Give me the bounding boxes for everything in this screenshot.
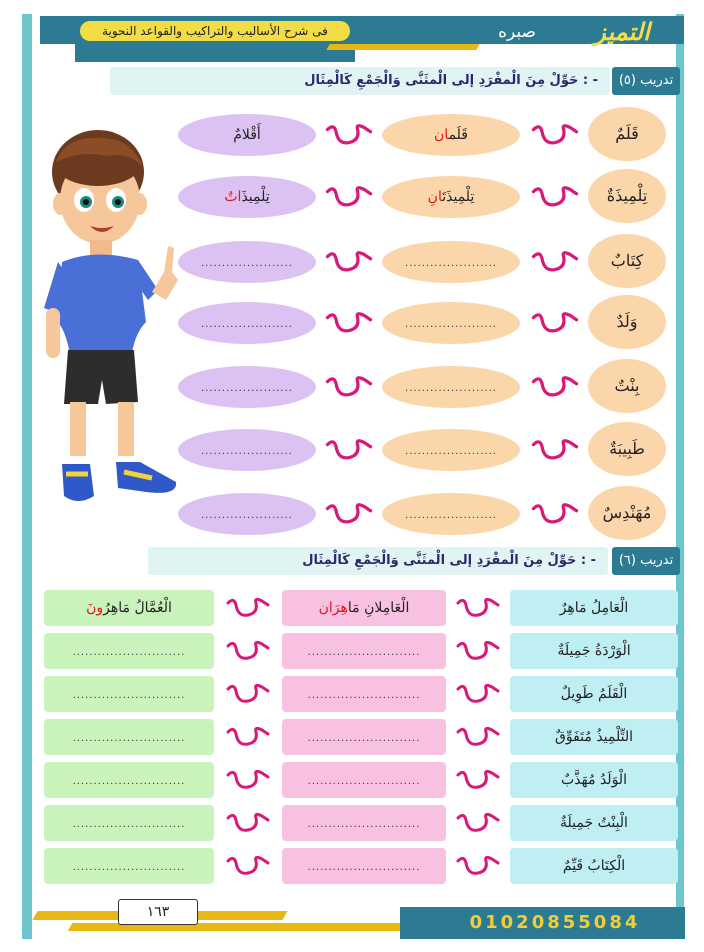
header-under-bar [75,42,355,62]
plural-stem: أَقْلامٌ [233,127,261,143]
exercise5-tag: تدريب (٥) [612,67,680,95]
left-border [22,14,32,939]
squiggle-arrow-icon [528,121,582,149]
dual-stem: تِلْمِيذَتَ [442,189,475,205]
dual-oval[interactable] [382,429,520,471]
dual-blank: ........................... [307,733,421,744]
dual-box[interactable] [282,719,446,755]
singular-word: كِتَابٌ [610,251,644,270]
singular-sentence: التِّلْمِيذُ مُتَفَوِّقٌ [554,729,634,745]
dual-oval [382,176,520,218]
squiggle-arrow-icon [222,767,274,793]
singular-word: تِلْمِيذَةٌ [606,186,648,205]
dual-suffix: هِرَان [318,600,348,616]
dual-blank: ........................... [307,776,421,787]
singular-oval [588,486,666,540]
singular-word: قَلَمٌ [615,124,639,143]
singular-word: بِنْتٌ [614,376,640,395]
squiggle-arrow-icon [452,681,504,707]
dual-blank: ...................... [405,383,497,394]
plural-oval[interactable] [178,429,316,471]
plural-blank: ........................... [72,819,186,830]
plural-blank: ........................... [72,733,186,744]
singular-box [510,676,678,712]
right-border [676,14,684,939]
exercise6-instruction: حَوِّلْ مِنَ الْمفْرَدِ إلى الْمثَنَّى وَالْجَمْعِ كَالْمِثَال : - [148,547,608,575]
singular-sentence: الْوَرْدَةُ جَمِيلَةٌ [557,643,631,659]
plural-box[interactable] [44,848,214,884]
plural-blank: ........................... [72,776,186,787]
plural-oval[interactable] [178,366,316,408]
plural-stem: الْعُمَّالُ مَاهِرُ [103,600,172,616]
singular-oval [588,359,666,413]
squiggle-arrow-icon [322,121,376,149]
page-footer [30,903,685,943]
exercise5-instruction: حَوِّلْ مِنَ الْمفْرَدِ إلى الْمثَنَّى وَالْجَمْعِ كَالْمِثَال : - [110,67,610,95]
singular-oval [588,169,666,223]
dual-suffix: انِ [427,189,443,205]
exercise6-tag: تدريب (٦) [612,547,680,575]
singular-sentence: الْعَامِلُ مَاهِرٌ [559,600,629,616]
singular-sentence: الْبِنْتُ جَمِيلَةٌ [560,815,628,831]
squiggle-arrow-icon [322,436,376,464]
boy-illustration [36,122,186,512]
squiggle-arrow-icon [222,681,274,707]
squiggle-arrow-icon [222,638,274,664]
dual-blank: ...................... [405,446,497,457]
singular-word: وَلَدٌ [616,312,638,331]
dual-blank: ........................... [307,819,421,830]
dual-blank: ........................... [307,690,421,701]
singular-oval [588,107,666,161]
dual-blank: ...................... [405,319,497,330]
singular-oval [588,295,666,349]
plural-blank: ...................... [201,510,293,521]
plural-box[interactable] [44,805,214,841]
singular-box [510,590,678,626]
squiggle-arrow-icon [222,810,274,836]
squiggle-arrow-icon [222,595,274,621]
dual-oval[interactable] [382,366,520,408]
singular-oval [588,234,666,288]
plural-oval[interactable] [178,493,316,535]
singular-word: طَبِيبَةٌ [609,439,645,458]
dual-box[interactable] [282,762,446,798]
plural-blank: ...................... [201,319,293,330]
phone-number: 01020855084 [469,912,641,933]
squiggle-arrow-icon [452,724,504,750]
plural-blank: ........................... [72,647,186,658]
squiggle-arrow-icon [528,309,582,337]
squiggle-arrow-icon [528,373,582,401]
dual-oval[interactable] [382,241,520,283]
dual-box[interactable] [282,633,446,669]
singular-oval [588,422,666,476]
plural-oval[interactable] [178,241,316,283]
dual-oval [382,114,520,156]
squiggle-arrow-icon [452,595,504,621]
singular-box [510,762,678,798]
squiggle-arrow-icon [452,767,504,793]
singular-box [510,805,678,841]
squiggle-arrow-icon [222,853,274,879]
squiggle-arrow-icon [452,853,504,879]
singular-box [510,633,678,669]
plural-stem: تِلْمِيذَ [241,189,270,205]
singular-box [510,848,678,884]
singular-box [510,719,678,755]
exercise5-header [110,67,680,95]
dual-blank: ........................... [307,647,421,658]
exercise6-header [148,547,680,575]
plural-blank: ...................... [201,383,293,394]
squiggle-arrow-icon [322,309,376,337]
dual-box[interactable] [282,848,446,884]
plural-box[interactable] [44,633,214,669]
singular-sentence: الْقَلَمُ طَوِيلٌ [560,686,628,702]
squiggle-arrow-icon [322,500,376,528]
plural-blank: ...................... [201,446,293,457]
dual-stem: قَلَم [448,127,468,143]
dual-box[interactable] [282,805,446,841]
plural-oval[interactable] [178,302,316,344]
header-subtitle: فى شرح الأساليب والتراكيب والقواعد النحوية [80,21,350,41]
dual-suffix: ان [434,127,449,143]
page-number: ١٦٣ [118,899,198,925]
author-name: صبره [498,22,536,42]
squiggle-arrow-icon [322,183,376,211]
dual-oval[interactable] [382,302,520,344]
plural-blank: ........................... [72,690,186,701]
plural-box[interactable] [44,762,214,798]
squiggle-arrow-icon [528,248,582,276]
squiggle-arrow-icon [528,436,582,464]
squiggle-arrow-icon [528,500,582,528]
dual-blank: ...................... [405,510,497,521]
dual-oval[interactable] [382,493,520,535]
squiggle-arrow-icon [528,183,582,211]
dual-box[interactable] [282,676,446,712]
squiggle-arrow-icon [322,248,376,276]
plural-box[interactable] [44,676,214,712]
squiggle-arrow-icon [452,638,504,664]
plural-blank: ........................... [72,862,186,873]
dual-box [282,590,446,626]
plural-suffix: اتٌ [224,189,242,205]
brand-logo: التميز [594,17,650,46]
squiggle-arrow-icon [222,724,274,750]
plural-box [44,590,214,626]
singular-word: مُهَنْدِسٌ [602,503,652,522]
plural-oval [178,176,316,218]
dual-blank: ........................... [307,862,421,873]
squiggle-arrow-icon [452,810,504,836]
plural-suffix: ونَ [86,600,104,616]
header-stripe [326,44,479,50]
page-header [40,14,684,58]
squiggle-arrow-icon [322,373,376,401]
plural-box[interactable] [44,719,214,755]
plural-blank: ...................... [201,258,293,269]
dual-stem: الْعَامِلانِ مَا [347,600,410,616]
singular-sentence: الْكِتَابُ قَيِّمٌ [562,858,626,874]
dual-blank: ...................... [405,258,497,269]
plural-oval [178,114,316,156]
singular-sentence: الْوَلَدُ مُهَذَّبٌ [561,772,627,788]
